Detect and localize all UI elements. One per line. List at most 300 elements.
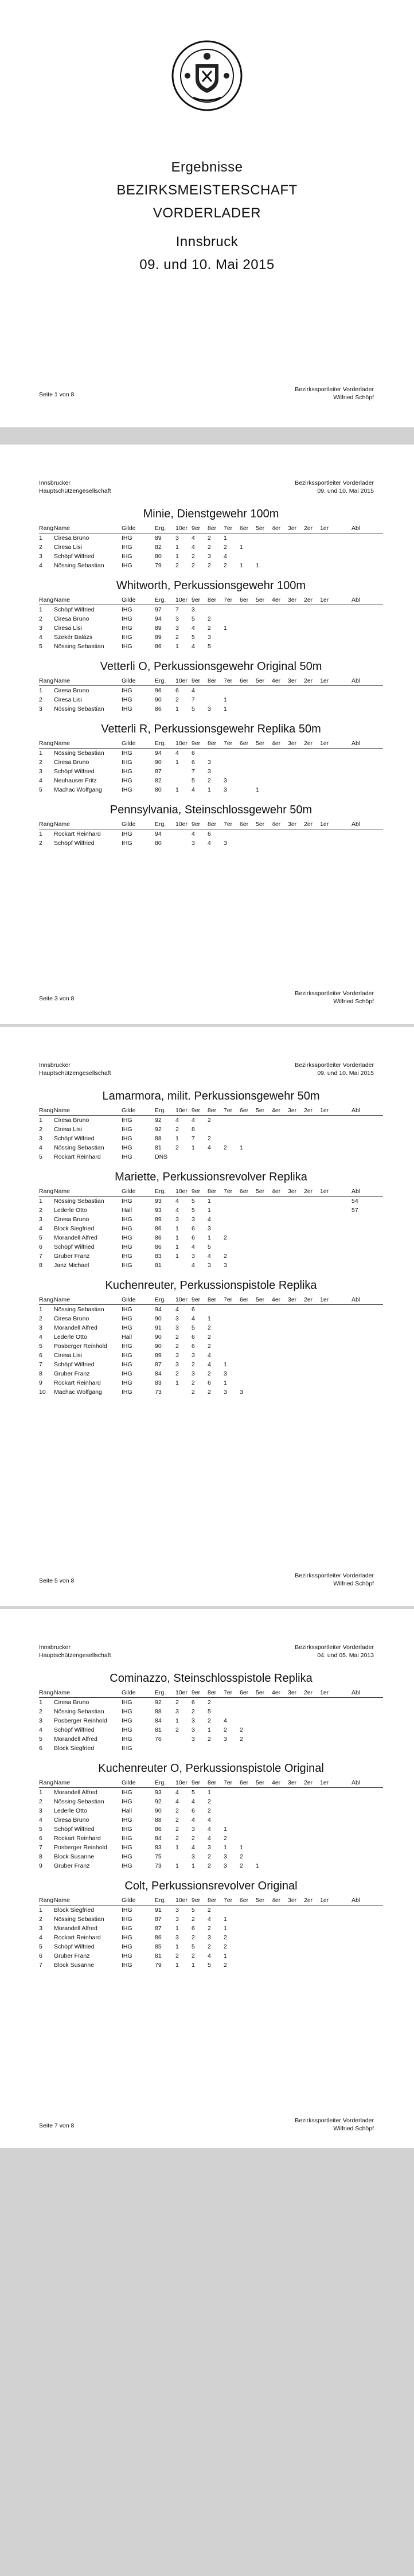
table-cell: 4 bbox=[175, 1789, 179, 1796]
table-row bbox=[39, 642, 383, 651]
table-cell: 2 bbox=[39, 840, 42, 847]
column-header: 7er bbox=[224, 820, 240, 829]
table-cell bbox=[288, 776, 304, 785]
table-cell: 3 bbox=[224, 1262, 227, 1269]
table-cell: 2 bbox=[175, 696, 179, 703]
table-cell: 2 bbox=[208, 615, 211, 622]
table-cell bbox=[304, 1905, 320, 1915]
table-cell bbox=[272, 785, 288, 794]
table-cell: Hall bbox=[122, 1334, 132, 1340]
table-cell: 3 bbox=[192, 606, 195, 613]
column-header: 5er bbox=[256, 1187, 272, 1197]
table-cell: IHG bbox=[122, 1324, 132, 1331]
table-cell: Rockart Reinhard bbox=[54, 831, 101, 837]
table-cell: IHG bbox=[122, 831, 132, 837]
table-cell: 2 bbox=[224, 1727, 227, 1733]
table-cell: 3 bbox=[175, 615, 179, 622]
table-cell bbox=[351, 1351, 383, 1360]
footer-person: Wilfried Schöpf bbox=[333, 1580, 374, 1587]
table-cell bbox=[272, 1961, 288, 1970]
table-cell bbox=[256, 1206, 272, 1215]
table-cell bbox=[304, 1825, 320, 1834]
table-cell: Posberger Reinhold bbox=[54, 1717, 107, 1724]
table-cell: 1 bbox=[240, 1844, 243, 1851]
table-cell: IHG bbox=[122, 1907, 132, 1914]
table-cell bbox=[208, 686, 224, 696]
table-cell: 6 bbox=[192, 1225, 195, 1232]
table-cell: IHG bbox=[122, 625, 132, 632]
column-header: 9er bbox=[192, 595, 208, 605]
section-title: Minie, Dienstgewehr 100m bbox=[143, 508, 279, 520]
table-cell: 2 bbox=[208, 1343, 211, 1350]
table-cell: 3 bbox=[192, 1253, 195, 1260]
column-header: 3er bbox=[288, 739, 304, 749]
table-cell: 1 bbox=[39, 1907, 42, 1914]
table-cell bbox=[304, 1915, 320, 1924]
table-cell bbox=[320, 1905, 351, 1915]
table-cell bbox=[240, 1369, 256, 1378]
table-cell: 5 bbox=[39, 1153, 42, 1160]
table-cell bbox=[304, 1834, 320, 1843]
table-row bbox=[39, 1788, 383, 1798]
results-table bbox=[39, 1778, 383, 1870]
table-cell: 90 bbox=[155, 1334, 162, 1340]
table-cell: Ciresa Lisi bbox=[54, 1126, 83, 1133]
table-cell: 3 bbox=[192, 1853, 195, 1860]
table-cell bbox=[224, 1197, 240, 1206]
table-cell: 1 bbox=[224, 535, 227, 541]
table-cell: 3 bbox=[39, 1807, 42, 1814]
column-header: 3er bbox=[288, 820, 304, 829]
table-cell bbox=[351, 1323, 383, 1332]
section-title: Kuchenreuter O, Perkussionspistole Original bbox=[98, 1762, 324, 1775]
table-cell bbox=[272, 1252, 288, 1261]
table-cell bbox=[288, 1825, 304, 1834]
table-cell: 2 bbox=[192, 1379, 195, 1386]
table-cell: Ciresa Lisi bbox=[54, 696, 83, 703]
table-cell bbox=[256, 552, 272, 561]
table-cell bbox=[320, 1360, 351, 1369]
table-cell: 2 bbox=[39, 1708, 42, 1715]
column-header: Gilde bbox=[122, 524, 155, 533]
table-cell: 4 bbox=[208, 1826, 211, 1833]
column-header: Abl bbox=[351, 1187, 383, 1197]
table-cell: 5 bbox=[192, 634, 195, 641]
column-header: Rang bbox=[39, 739, 54, 749]
table-cell: Neuhauser Fritz bbox=[54, 777, 97, 784]
table-cell: 84 bbox=[155, 1717, 162, 1724]
table-cell bbox=[240, 1961, 256, 1970]
table-cell: IHG bbox=[122, 768, 132, 775]
table-cell bbox=[175, 1152, 192, 1162]
table-cell: Machac Wolfgang bbox=[54, 786, 102, 793]
table-row bbox=[39, 1224, 383, 1233]
table-cell bbox=[224, 1351, 240, 1360]
table-cell: 6 bbox=[39, 1352, 42, 1359]
table-cell: 89 bbox=[155, 1352, 162, 1359]
table-cell bbox=[240, 839, 256, 848]
column-header: 2er bbox=[304, 1106, 320, 1116]
table-cell bbox=[304, 533, 320, 543]
table-cell: 5 bbox=[39, 1343, 42, 1350]
table-cell: 3 bbox=[208, 634, 211, 641]
column-header: 2er bbox=[304, 1688, 320, 1698]
table-cell: 1 bbox=[175, 1234, 179, 1241]
table-row bbox=[39, 1951, 383, 1961]
table-cell bbox=[272, 561, 288, 570]
table-cell: IHG bbox=[122, 1225, 132, 1232]
table-cell: IHG bbox=[122, 1117, 132, 1124]
table-cell: 1 bbox=[39, 1306, 42, 1313]
table-cell: 4 bbox=[208, 840, 211, 847]
table-cell: 94 bbox=[155, 750, 162, 757]
table-cell bbox=[320, 1942, 351, 1951]
table-cell: 57 bbox=[351, 1207, 358, 1214]
table-row bbox=[39, 1725, 383, 1735]
table-cell bbox=[288, 1924, 304, 1933]
table-cell bbox=[256, 1116, 272, 1125]
table-cell bbox=[224, 633, 240, 642]
header-club-sub: Hauptschützengesellschaft bbox=[39, 488, 111, 494]
table-cell bbox=[288, 1378, 304, 1388]
column-header: 1er bbox=[320, 1778, 351, 1788]
table-cell: 4 bbox=[208, 1953, 211, 1959]
table-cell: IHG bbox=[122, 1389, 132, 1396]
table-cell: 81 bbox=[155, 1262, 162, 1269]
table-cell bbox=[208, 1125, 224, 1134]
table-cell: 4 bbox=[208, 1352, 211, 1359]
table-cell bbox=[240, 686, 256, 696]
table-cell bbox=[351, 1744, 383, 1753]
table-cell: 4 bbox=[192, 1315, 195, 1322]
table-cell bbox=[224, 1215, 240, 1224]
table-cell: 1 bbox=[192, 1862, 195, 1869]
table-cell bbox=[320, 686, 351, 696]
table-cell: 2 bbox=[192, 553, 195, 560]
table-cell: 3 bbox=[175, 1916, 179, 1923]
table-cell: IHG bbox=[122, 1315, 132, 1322]
table-cell bbox=[272, 605, 288, 615]
table-cell bbox=[224, 1206, 240, 1215]
table-cell: 7 bbox=[192, 768, 195, 775]
table-cell bbox=[272, 749, 288, 758]
table-cell bbox=[304, 1323, 320, 1332]
table-cell bbox=[224, 1224, 240, 1233]
column-header: 10er bbox=[175, 524, 192, 533]
table-cell bbox=[256, 686, 272, 696]
table-cell bbox=[240, 642, 256, 651]
table-cell bbox=[320, 758, 351, 767]
table-cell: Schöpf Wilfried bbox=[54, 1135, 95, 1142]
table-cell: 5 bbox=[192, 1789, 195, 1796]
table-cell bbox=[272, 1224, 288, 1233]
table-cell: 5 bbox=[192, 1198, 195, 1205]
table-cell bbox=[224, 1314, 240, 1323]
table-row bbox=[39, 533, 383, 543]
table-cell bbox=[224, 1152, 240, 1162]
table-row bbox=[39, 1125, 383, 1134]
table-cell: Machac Wolfgang bbox=[54, 1389, 102, 1396]
table-cell bbox=[288, 749, 304, 758]
column-header: 8er bbox=[208, 1778, 224, 1788]
table-cell bbox=[304, 605, 320, 615]
table-cell: 1 bbox=[39, 1117, 42, 1124]
table-cell bbox=[351, 829, 383, 839]
table-cell bbox=[351, 1716, 383, 1725]
column-header: 1er bbox=[320, 524, 351, 533]
table-cell: 82 bbox=[155, 777, 162, 784]
table-cell: 83 bbox=[155, 1253, 162, 1260]
table-cell bbox=[320, 1924, 351, 1933]
table-cell bbox=[320, 1815, 351, 1825]
table-cell bbox=[272, 1314, 288, 1323]
table-cell bbox=[175, 1388, 192, 1397]
table-cell bbox=[320, 1206, 351, 1215]
table-cell bbox=[351, 1342, 383, 1351]
table-cell bbox=[351, 1861, 383, 1870]
table-cell bbox=[320, 1252, 351, 1261]
table-cell: 2 bbox=[224, 562, 227, 569]
table-cell bbox=[256, 1143, 272, 1152]
table-cell bbox=[272, 695, 288, 704]
table-cell: IHG bbox=[122, 777, 132, 784]
column-header: Name bbox=[54, 1896, 122, 1905]
table-cell bbox=[272, 552, 288, 561]
column-header: 8er bbox=[208, 739, 224, 749]
table-cell bbox=[320, 1788, 351, 1798]
table-cell bbox=[304, 1806, 320, 1815]
table-cell: 4 bbox=[192, 1244, 195, 1250]
table-cell bbox=[304, 695, 320, 704]
table-cell: 2 bbox=[224, 1144, 227, 1151]
table-cell: 2 bbox=[240, 1736, 243, 1743]
table-cell bbox=[256, 1252, 272, 1261]
table-cell bbox=[320, 533, 351, 543]
table-cell: IHG bbox=[122, 1745, 132, 1752]
table-cell bbox=[240, 1378, 256, 1388]
table-row bbox=[39, 543, 383, 552]
table-row bbox=[39, 1323, 383, 1332]
results-table bbox=[39, 595, 383, 651]
column-header: 6er bbox=[240, 1688, 256, 1698]
table-cell: 1 bbox=[39, 687, 42, 694]
table-cell: 5 bbox=[39, 1826, 42, 1833]
table-cell bbox=[351, 1852, 383, 1861]
column-header: Gilde bbox=[122, 739, 155, 749]
table-cell: 8 bbox=[39, 1262, 42, 1269]
column-header: 7er bbox=[224, 1688, 240, 1698]
table-cell bbox=[224, 1242, 240, 1252]
table-cell bbox=[208, 1744, 224, 1753]
column-header: 10er bbox=[175, 739, 192, 749]
table-cell bbox=[288, 1806, 304, 1815]
table-cell bbox=[351, 767, 383, 776]
table-cell bbox=[304, 623, 320, 633]
table-cell: Posberger Reinhold bbox=[54, 1343, 107, 1350]
table-cell: 88 bbox=[155, 1708, 162, 1715]
table-cell bbox=[256, 1242, 272, 1252]
page-footer-signature bbox=[295, 385, 374, 402]
table-cell: 8 bbox=[39, 1370, 42, 1377]
table-row bbox=[39, 1388, 383, 1397]
column-header: 6er bbox=[240, 1106, 256, 1116]
results-table bbox=[39, 739, 383, 794]
table-cell: 1 bbox=[208, 1198, 211, 1205]
table-cell bbox=[351, 1332, 383, 1342]
header-club-sub: Hauptschützengesellschaft bbox=[39, 1652, 111, 1659]
table-cell bbox=[240, 1215, 256, 1224]
table-cell bbox=[288, 1716, 304, 1725]
column-header: 6er bbox=[240, 595, 256, 605]
table-cell bbox=[351, 543, 383, 552]
table-cell bbox=[272, 1788, 288, 1798]
table-cell: 2 bbox=[192, 1916, 195, 1923]
table-cell: Nössing Sebastian bbox=[54, 1916, 104, 1923]
table-cell: 8 bbox=[39, 1853, 42, 1860]
table-cell bbox=[272, 1332, 288, 1342]
table-row bbox=[39, 1933, 383, 1942]
column-header: Erg. bbox=[155, 820, 175, 829]
table-row bbox=[39, 704, 383, 714]
table-cell bbox=[320, 1342, 351, 1351]
table-cell: 3 bbox=[224, 840, 227, 847]
column-header: 3er bbox=[288, 1778, 304, 1788]
table-cell: 4 bbox=[39, 1225, 42, 1232]
table-cell: 3 bbox=[224, 777, 227, 784]
table-cell bbox=[256, 1915, 272, 1924]
table-cell bbox=[240, 1905, 256, 1915]
table-cell bbox=[304, 543, 320, 552]
table-cell bbox=[320, 1735, 351, 1744]
table-cell: 2 bbox=[208, 1135, 211, 1142]
column-header: 3er bbox=[288, 1295, 304, 1305]
table-cell: 91 bbox=[155, 1324, 162, 1331]
section-title: Mariette, Perkussionsrevolver Replika bbox=[115, 1171, 307, 1183]
table-cell bbox=[304, 552, 320, 561]
table-cell bbox=[256, 1797, 272, 1806]
table-cell bbox=[320, 1961, 351, 1970]
table-row bbox=[39, 1716, 383, 1725]
column-header: Rang bbox=[39, 1896, 54, 1905]
table-cell bbox=[272, 829, 288, 839]
table-cell: IHG bbox=[122, 1370, 132, 1377]
table-cell bbox=[256, 1725, 272, 1735]
table-cell bbox=[288, 1725, 304, 1735]
header-club: Innsbrucker bbox=[39, 1644, 71, 1651]
footer-person: Wilfried Schöpf bbox=[333, 394, 374, 401]
table-cell bbox=[351, 1834, 383, 1843]
table-cell: 75 bbox=[155, 1853, 162, 1860]
table-cell: 2 bbox=[175, 562, 179, 569]
table-cell: 88 bbox=[155, 1817, 162, 1823]
table-cell: 5 bbox=[192, 1207, 195, 1214]
table-cell: Janz Michael bbox=[54, 1262, 89, 1269]
section-title: Lamarmora, milit. Perkussionsgewehr 50m bbox=[102, 1090, 320, 1102]
table-cell: 1 bbox=[224, 1844, 227, 1851]
table-cell: Ciresa Bruno bbox=[54, 535, 89, 541]
table-cell bbox=[272, 1815, 288, 1825]
table-cell bbox=[224, 1342, 240, 1351]
table-cell: 4 bbox=[175, 1798, 179, 1805]
table-cell: 6 bbox=[192, 1925, 195, 1932]
club-crest-logo bbox=[170, 39, 244, 112]
page-number: Seite 1 von 8 bbox=[39, 391, 75, 398]
table-cell bbox=[288, 642, 304, 651]
table-cell bbox=[224, 749, 240, 758]
table-row bbox=[39, 1825, 383, 1834]
table-cell: 6 bbox=[39, 1835, 42, 1842]
table-cell: 5 bbox=[39, 1943, 42, 1950]
table-cell bbox=[288, 695, 304, 704]
table-cell: 5 bbox=[208, 643, 211, 650]
table-cell: 2 bbox=[208, 1862, 211, 1869]
table-cell bbox=[351, 1905, 383, 1915]
table-cell: 4 bbox=[208, 1835, 211, 1842]
table-cell: Nössing Sebastian bbox=[54, 643, 104, 650]
table-cell: Morandell Alfred bbox=[54, 1736, 97, 1743]
table-cell bbox=[240, 1933, 256, 1942]
table-cell bbox=[240, 1332, 256, 1342]
table-row bbox=[39, 614, 383, 623]
table-cell bbox=[304, 758, 320, 767]
table-cell: Ciresa Lisi bbox=[54, 1352, 83, 1359]
table-cell bbox=[320, 1261, 351, 1270]
table-row bbox=[39, 785, 383, 794]
table-cell: 87 bbox=[155, 768, 162, 775]
table-cell bbox=[272, 1305, 288, 1315]
table-cell: 5 bbox=[39, 1736, 42, 1743]
table-cell bbox=[272, 686, 288, 696]
table-cell bbox=[272, 1933, 288, 1942]
table-cell bbox=[240, 749, 256, 758]
table-cell bbox=[320, 1323, 351, 1332]
table-cell bbox=[272, 1143, 288, 1152]
table-cell bbox=[320, 1116, 351, 1125]
header-date: 04. und 05. Mai 2013 bbox=[317, 1652, 374, 1659]
table-cell: 3 bbox=[208, 553, 211, 560]
table-cell: 3 bbox=[208, 706, 211, 712]
table-cell bbox=[288, 1815, 304, 1825]
column-header: 9er bbox=[192, 1187, 208, 1197]
table-cell bbox=[288, 1852, 304, 1861]
table-cell bbox=[320, 1332, 351, 1342]
column-header: Gilde bbox=[122, 1688, 155, 1698]
table-cell bbox=[240, 1323, 256, 1332]
table-cell: 5 bbox=[192, 777, 195, 784]
results-table bbox=[39, 676, 383, 714]
table-cell: 4 bbox=[39, 1334, 42, 1340]
table-cell bbox=[288, 1233, 304, 1242]
table-cell: 4 bbox=[39, 634, 42, 641]
table-cell: Nössing Sebastian bbox=[54, 1198, 104, 1205]
page-header-left bbox=[39, 479, 111, 495]
column-header: 2er bbox=[304, 676, 320, 686]
table-cell bbox=[272, 533, 288, 543]
table-cell: Schöpf Wilfried bbox=[54, 768, 95, 775]
table-cell: 93 bbox=[155, 1789, 162, 1796]
table-cell: Ciresa Bruno bbox=[54, 1117, 89, 1124]
table-cell: 2 bbox=[208, 1925, 211, 1932]
table-cell bbox=[272, 623, 288, 633]
table-cell bbox=[240, 552, 256, 561]
table-row bbox=[39, 1233, 383, 1242]
table-cell bbox=[240, 614, 256, 623]
table-cell: 92 bbox=[155, 1798, 162, 1805]
footer-role: Bezirkssportleiter Vorderlader bbox=[295, 990, 374, 997]
table-row bbox=[39, 1852, 383, 1861]
table-cell: 3 bbox=[175, 1361, 179, 1368]
table-cell bbox=[304, 1351, 320, 1360]
